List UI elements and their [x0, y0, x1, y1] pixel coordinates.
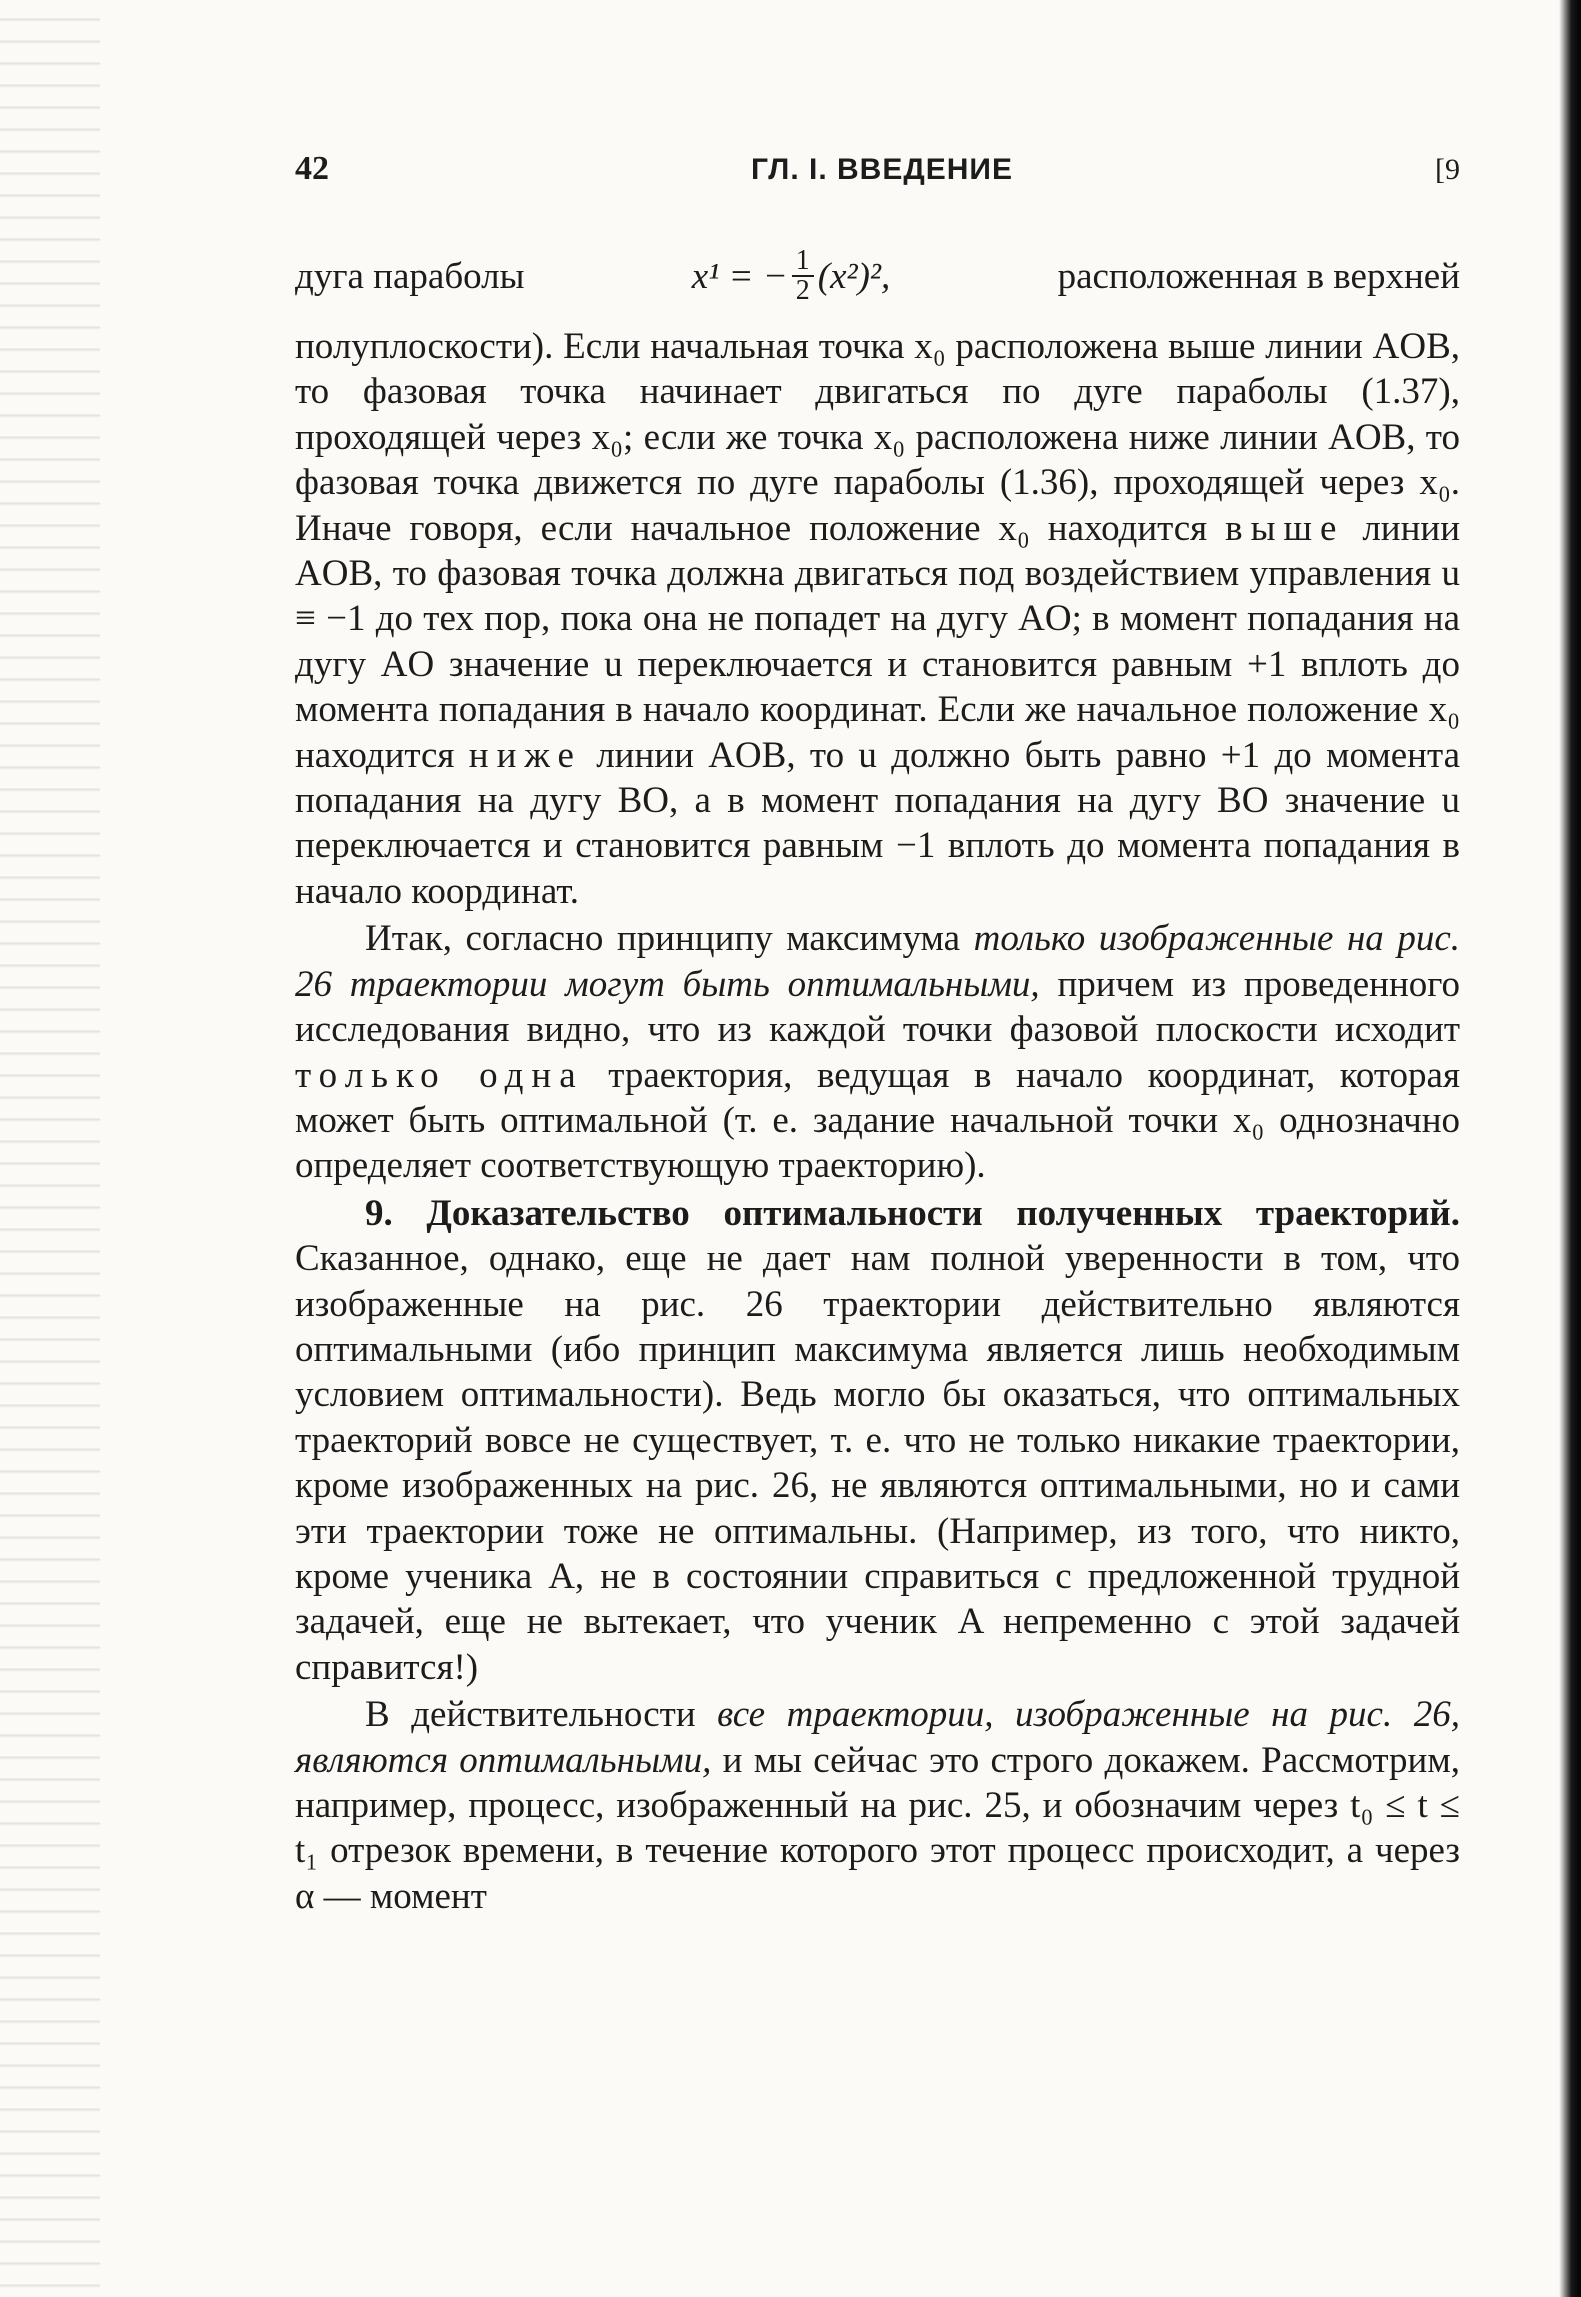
- chapter-title: ГЛ. I. ВВЕДЕНИЕ: [751, 153, 1013, 186]
- fraction-numerator: 1: [792, 247, 814, 277]
- paragraph-2-part-a: Итак, согласно принципу максимума: [365, 918, 961, 960]
- paragraph-4: [295, 1692, 1460, 1919]
- paragraph-1-part-c: линии AOB, то u должно быть равно +1 до момента попадания на дугу BO, а в момент попадания на дугу BO значение u переключается и становится равным −1 вплоть до момента попадания в начало координат.: [295, 734, 1461, 912]
- paragraph-1: [295, 324, 1460, 914]
- paragraph-1-part-b: линии AOB, то фазовая точка должна двигаться под воздействием управления u ≡ −1 до тех пор, пока она не попадет на дугу AO; в момент попадания на дугу AO значение u переключается и становится равным +1 вплоть до момента попадания в начало координат. Если же начальное положение x₀ находится: [295, 507, 1460, 776]
- page-number: 42: [295, 150, 329, 187]
- paragraph-1-part-a: полуплоскости). Если начальная точка x₀ расположена выше линии AOB, то фазовая точка начинает двигаться по дуге параболы (1.37), проходящей через x₀; если же точка x₀ расположена ниже линии AOB, то фазовая точка движется по дуге параболы (1.36), проходящей через x₀. Иначе говоря, если начальное положение x₀ находится: [295, 326, 1460, 549]
- formula-line: [295, 228, 1460, 324]
- paragraph-3: [295, 1191, 1460, 1690]
- italic-emphasis: только изображенные на рис. 26 траектории могут быть оптимальными,: [295, 918, 1460, 1005]
- formula-line-tail: расположенная в верхней: [1057, 255, 1460, 297]
- scan-left-edge: [0, 0, 100, 2297]
- parabola-formula: [692, 247, 890, 305]
- running-head: [295, 150, 1460, 220]
- formula-line-lead: дуга параболы: [295, 255, 525, 297]
- fraction-denominator: 2: [795, 275, 810, 306]
- section-title: 9. Доказательство оптимальности полученных траекторий.: [365, 1192, 1460, 1234]
- spaced-emphasis: ниже: [468, 734, 582, 776]
- spaced-emphasis: только одна: [295, 1054, 584, 1096]
- paragraph-2-part-b: причем из проведенного исследования видно, что из каждой точки фазовой плоскости исходит: [295, 963, 1460, 1051]
- paragraph-2: [295, 916, 1460, 1188]
- formula-fraction: [792, 247, 814, 305]
- scan-right-edge: [1559, 0, 1581, 2297]
- paragraph-3-text: Сказанное, однако, еще не дает нам полной уверенности в том, что изображенные на рис. 26 траектории действительно являются оптимальными (ибо принцип максимума является лишь необходимым условием оптимальности). Ведь могло бы оказаться, что оптимальных траекторий вовсе не существует, т. е. что не только никакие траектории, кроме изображенных на рис. 26, не являются оптимальными, но и сами эти траектории тоже не оптимальны. (Например, из того, что никто, кроме ученика A, не в состоянии справиться с предложенной трудной задачей, еще не вытекает, что ученик A непременно с этой задачей справится!): [295, 1238, 1460, 1688]
- formula-lhs: x¹ = −: [691, 255, 788, 297]
- formula-rhs: (x²)²,: [817, 255, 891, 297]
- italic-emphasis: все траектории, изображенные на рис. 26, являются оптимальными,: [295, 1694, 1460, 1781]
- section-mark: [9: [1434, 153, 1460, 186]
- paragraph-2-part-c: траектория, ведущая в начало координат, которая может быть оптимальной (т. е. задание начальной точки x₀ однозначно определяет соответствующую траекторию).: [295, 1054, 1460, 1187]
- paragraph-4-part-a: В действительности: [365, 1694, 696, 1736]
- spaced-emphasis: выше: [1225, 507, 1345, 549]
- paragraph-4-part-b: и мы сейчас это строго докажем. Рассмотрим, например, процесс, изображенный на рис. 25, и обозначим через t₀ ≤ t ≤ t₁ отрезок времени, в течение которого этот процесс происходит, а через α — момент: [295, 1739, 1461, 1917]
- book-page: [295, 150, 1460, 1919]
